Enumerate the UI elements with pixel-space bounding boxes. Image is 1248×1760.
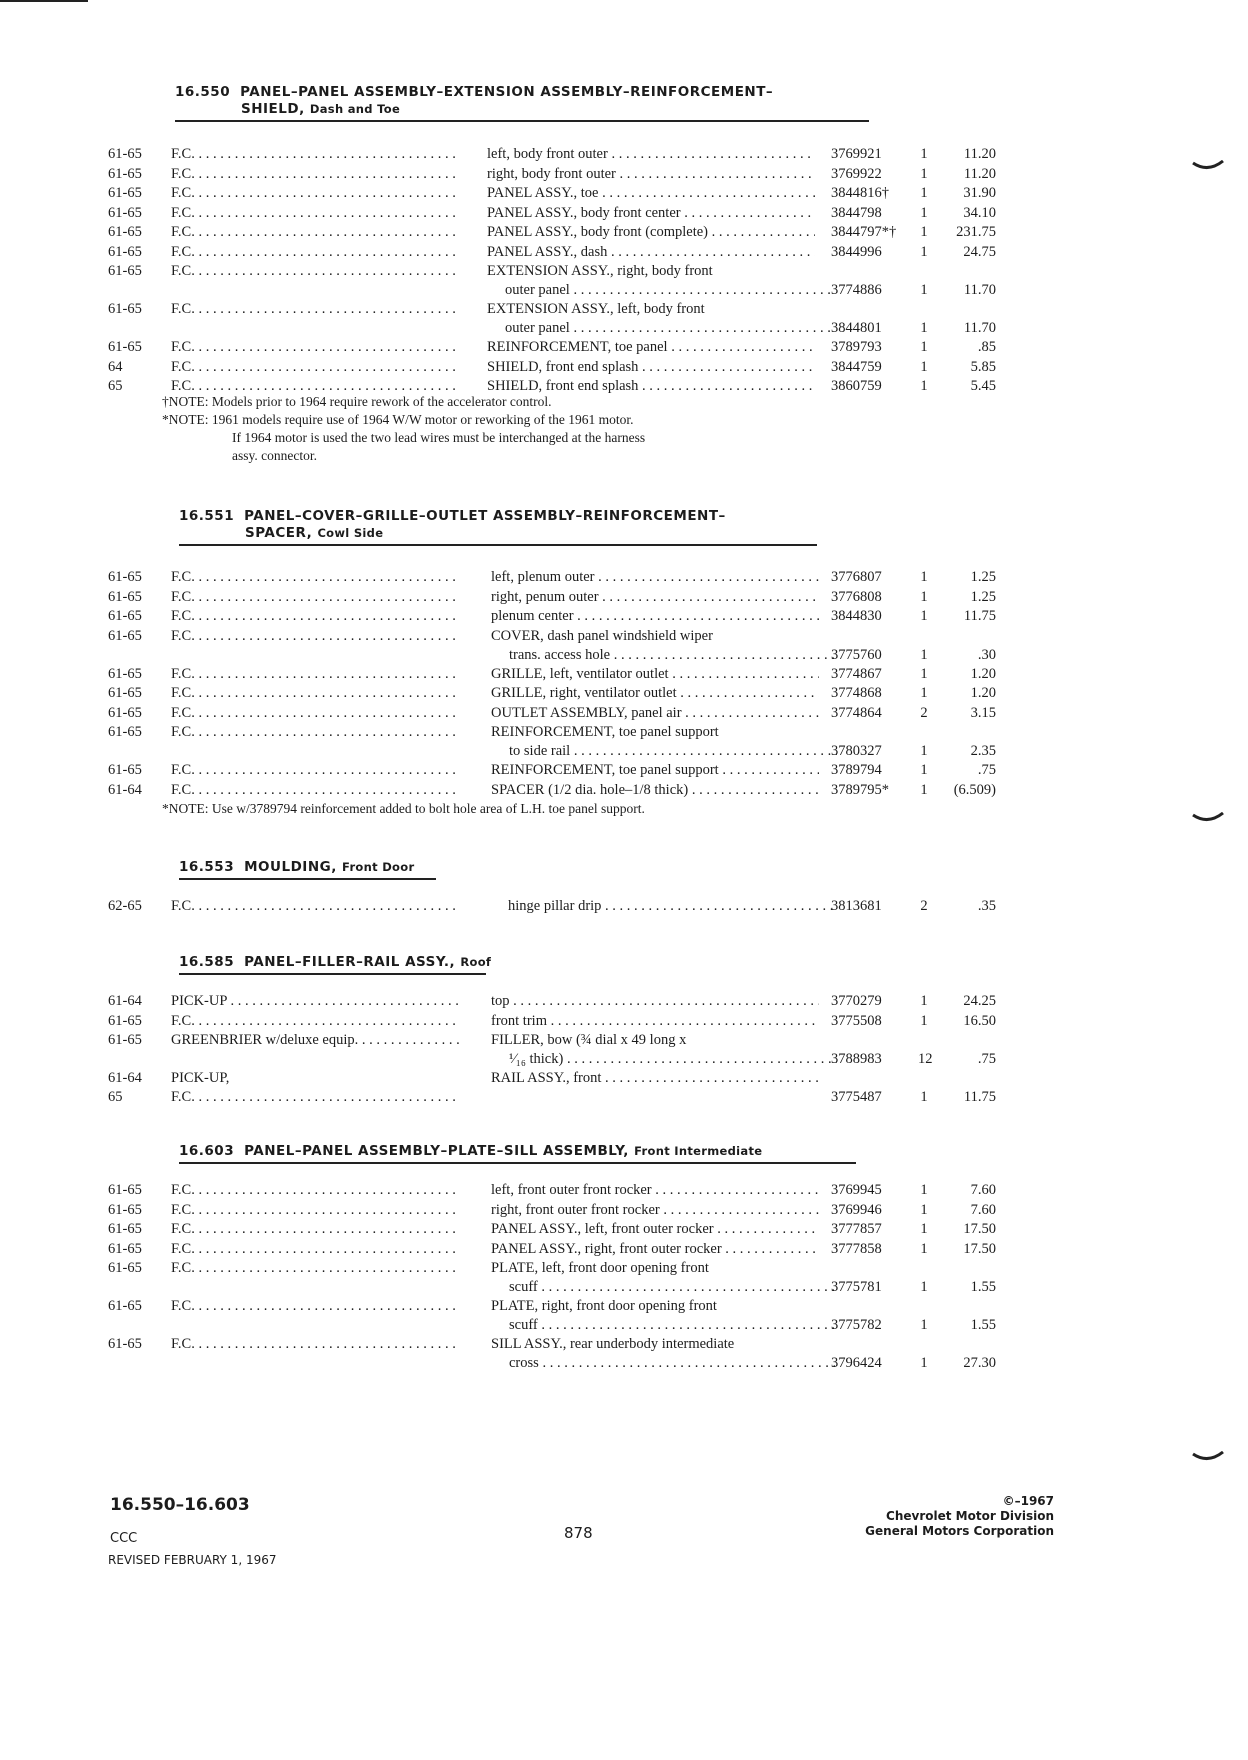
part-number: 3774868 [831,685,882,701]
model-years: 61-65 [108,1221,142,1237]
price: .30 [977,646,996,663]
section-note: assy. connector. [232,448,317,463]
price: 1.20 [970,685,996,701]
table-row [0,704,1248,724]
footer-code: CCC [110,1531,138,1546]
model-name: F.C. . . . [171,1335,459,1354]
part-description: GRILLE, right, ventilator outlet . . . [491,684,819,703]
table-row [0,1181,1248,1201]
part-number: 3776807 [831,569,882,585]
part-description: scuff . . . [509,1278,837,1297]
model-years: 61-65 [108,1298,142,1314]
parts-table [0,568,1248,800]
model-name: F.C. . . . [171,165,459,184]
section-title-line2 [175,101,869,118]
section-note: *NOTE: Use w/3789794 reinforcement added to bolt hole area of L.H. toe panel support. [162,801,645,816]
model-years: 65 [108,378,123,394]
part-description-line1: EXTENSION ASSY., left, body front [487,301,705,317]
price: 31.90 [963,185,996,201]
model-name: F.C. . . . [171,204,459,223]
part-description: right, front outer front rocker . . . [491,1201,819,1220]
table-row [0,992,1248,1012]
model-name: F.C. . . . [171,1088,459,1107]
part-description: left, body front outer . . . [487,145,815,164]
model-name: F.C. . . . [171,358,459,377]
model-name: F.C. . . . [171,1297,459,1316]
part-description: SHIELD, front end splash . . . [487,358,815,377]
footer-revised: REVISED FEBRUARY 1, 1967 [108,1553,277,1567]
section-number: 16.551 [179,508,235,524]
quantity: 1 [920,204,928,221]
section-header [179,859,436,880]
part-description: hinge pillar drip . . . [508,897,836,916]
price: 7.60 [970,1182,996,1198]
part-number: 3789794 [831,762,882,778]
part-number: 3774886 [831,282,882,298]
model-name: F.C. . . . [171,184,459,203]
part-number: 3813681 [831,898,882,914]
section-header [179,1143,856,1164]
section-subtitle: Roof [460,955,492,969]
quantity: 1 [920,1221,928,1237]
part-description: PANEL ASSY., body front (complete) . . . [487,223,815,242]
part-number: 3789795* [831,781,889,798]
model-years: 61-64 [108,781,142,798]
section-number: 16.585 [179,954,235,970]
parts-table [0,992,1248,1107]
quantity: 1 [920,665,928,682]
model-name: F.C. . . . [171,761,459,780]
part-number: 3775782 [831,1317,882,1333]
part-description: right, body front outer . . . [487,165,815,184]
model-name: F.C. . . . [171,588,459,607]
part-number: 3770279 [831,993,882,1009]
part-number: 3844801 [831,320,882,336]
section-title-continued: SHIELD, [241,101,305,117]
quantity: 1 [920,224,928,240]
model-name: F.C. . . . [171,1181,459,1200]
table-row [0,897,1248,917]
table-row [0,1031,1248,1069]
part-description-line1: PLATE, right, front door opening front [491,1298,717,1314]
model-name: F.C. . . . [171,665,459,684]
part-number: 3844759 [831,358,882,375]
part-description: left, plenum outer . . . [491,568,819,587]
model-name: F.C. . . . [171,223,459,242]
quantity: 1 [920,165,928,182]
binding-mark-2 [1192,812,1224,826]
part-description: scuff . . . [509,1316,837,1335]
section-title: PANEL–PANEL ASSEMBLY–PLATE–SILL ASSEMBLY, [244,1143,629,1159]
quantity: 1 [920,1182,928,1198]
section-title: PANEL–COVER–GRILLE–OUTLET ASSEMBLY–REINFORCEMENT– [244,508,726,524]
part-number: 3769946 [831,1201,882,1218]
parts-table [0,145,1248,397]
table-row [0,204,1248,224]
part-number: 3844797*† [831,224,897,240]
model-years: 61-65 [108,685,142,701]
quantity: 1 [920,1279,928,1295]
section-title: PANEL–PANEL ASSEMBLY–EXTENSION ASSEMBLY–REINFORCEMENT– [240,84,774,100]
model-name: F.C. . . . [171,300,459,319]
model-years: 62-65 [108,898,142,914]
model-years: 61-65 [108,339,142,355]
part-number: 3769945 [831,1182,882,1198]
table-row [0,223,1248,243]
model-years: 61-65 [108,1260,142,1276]
section-title-line2 [179,525,817,542]
section-subtitle: Front Door [342,860,415,874]
part-number: 3769922 [831,165,882,182]
table-row [0,300,1248,338]
table-row [0,627,1248,665]
price: 11.20 [963,165,996,182]
model-years: 61-65 [108,1201,142,1218]
part-description-line1: REINFORCEMENT, toe panel support [491,724,719,740]
model-name: F.C. . . . [171,1201,459,1220]
model-years: 61-65 [108,204,142,221]
price: 24.75 [963,243,996,260]
price: 5.85 [970,358,996,375]
model-name: F.C. . . . [171,607,459,626]
quantity: 1 [920,588,928,605]
model-years: 61-65 [108,185,142,201]
model-years: 61-65 [108,762,142,778]
part-number: 3789793 [831,339,882,355]
table-row [0,781,1248,801]
model-years: 61-65 [108,146,142,162]
part-description: PANEL ASSY., left, front outer rocker . . . [491,1220,819,1239]
part-description: GRILLE, left, ventilator outlet . . . [491,665,819,684]
parts-table [0,1181,1248,1373]
model-years: 61-65 [108,608,142,624]
model-years: 61-65 [108,724,142,740]
part-description: plenum center . . . [491,607,819,626]
binding-mark-1 [1192,160,1224,174]
table-row [0,1069,1248,1107]
price: .35 [977,898,996,914]
part-number: 3775487 [831,1089,882,1105]
part-description: outer panel . . . [505,281,833,300]
section-note: †NOTE: Models prior to 1964 require rework of the accelerator control. [162,394,552,409]
part-number: 3844830 [831,608,882,624]
model-years: 61-65 [108,1240,142,1257]
table-row [0,1297,1248,1335]
model-name: GREENBRIER w/deluxe equip. . . . [171,1031,459,1050]
model-years: 61-65 [108,627,142,644]
price: .75 [977,1051,996,1067]
model-years: 61-65 [108,243,142,260]
price: 1.25 [970,569,996,585]
model-years: 61-65 [108,569,142,585]
section-number: 16.553 [179,859,235,875]
part-description: to side rail . . . [509,742,837,761]
part-number: 3769921 [831,146,882,162]
model-name: F.C. . . . [171,781,459,800]
footer-corporation: General Motors Corporation [865,1524,1054,1538]
quantity: 1 [920,685,928,701]
model-years: 61-65 [108,704,142,721]
price: 11.75 [963,1089,996,1105]
quantity: 1 [920,1201,928,1218]
quantity: 2 [920,704,928,721]
price: 1.25 [970,588,996,605]
quantity: 1 [920,320,928,336]
model-years: 61-65 [108,665,142,682]
part-description-line1: SILL ASSY., rear underbody intermediate [491,1336,735,1352]
table-row [0,665,1248,685]
part-description: ¹⁄₁₆ thick) . . . [509,1050,837,1069]
model-years: 61-65 [108,224,142,240]
table-row [0,761,1248,781]
part-number: 3780327 [831,743,882,759]
quantity: 1 [920,1317,928,1333]
part-number: 3777858 [831,1240,882,1257]
part-description-line1: COVER, dash panel windshield wiper [491,627,713,644]
model-years: 61-65 [108,588,142,605]
top-corner-rule [0,0,88,2]
quantity: 1 [920,608,928,624]
model-years: 61-64 [108,1070,142,1086]
table-row [0,588,1248,608]
quantity: 1 [920,185,928,201]
price: (6.509) [953,781,996,798]
table-row [0,358,1248,378]
part-number: 3774864 [831,704,882,721]
section-subtitle: Dash and Toe [309,102,401,116]
part-number: 3844996 [831,243,882,260]
part-number: 3860759 [831,378,882,394]
model-years: 61-65 [108,165,142,182]
table-row [0,165,1248,185]
price: 7.60 [970,1201,996,1218]
part-description: cross . . . [509,1354,837,1373]
price: 27.30 [963,1355,996,1371]
quantity: 1 [920,569,928,585]
model-name: F.C. . . . [171,568,459,587]
part-description: trans. access hole . . . [509,646,837,665]
part-description: top . . . [491,992,819,1011]
quantity: 1 [920,378,928,394]
price: 24.25 [963,993,996,1009]
model-name: F.C. . . . [171,1240,459,1259]
quantity: 1 [920,146,928,162]
table-row [0,1240,1248,1260]
quantity: 1 [920,339,928,355]
model-name: F.C. . . . [171,704,459,723]
quantity: 1 [920,282,928,298]
quantity: 12 [918,1051,933,1067]
model-name: F.C. . . . [171,377,459,396]
price: 17.50 [963,1240,996,1257]
section-number: 16.550 [175,84,231,100]
footer-division: Chevrolet Motor Division [886,1509,1054,1523]
quantity: 1 [920,1012,928,1029]
quantity: 1 [920,762,928,778]
part-description: PANEL ASSY., right, front outer rocker . . . [491,1240,819,1259]
binding-mark-3 [1192,1451,1224,1465]
quantity: 1 [920,358,928,375]
model-name: F.C. . . . [171,243,459,262]
part-number: 3844816† [831,185,889,201]
model-name: F.C. . . . [171,262,459,281]
quantity: 1 [920,243,928,260]
part-description-line1: FILLER, bow (¾ dial x 49 long x [491,1032,687,1048]
section-title-continued: SPACER, [245,525,313,541]
model-name: F.C. . . . [171,145,459,164]
part-number: 3775781 [831,1279,882,1295]
part-description: PANEL ASSY., toe . . . [487,184,815,203]
footer-range: 16.550–16.603 [110,1495,250,1515]
table-row [0,338,1248,358]
price: 1.20 [970,665,996,682]
model-name: F.C. . . . [171,627,459,646]
model-years: 61-64 [108,993,142,1009]
price: .85 [977,339,996,355]
section-subtitle: Cowl Side [317,526,384,540]
quantity: 1 [920,781,928,798]
price: 1.55 [970,1317,996,1333]
part-description: right, penum outer . . . [491,588,819,607]
price: 1.55 [970,1279,996,1295]
part-description: left, front outer front rocker . . . [491,1181,819,1200]
part-description: RAIL ASSY., front . . . [491,1069,819,1088]
model-name: F.C. . . . [171,1220,459,1239]
section-note: *NOTE: 1961 models require use of 1964 W/W motor or reworking of the 1961 motor. [162,412,634,427]
model-name: F.C. . . . [171,723,459,742]
quantity: 1 [920,993,928,1009]
price: 11.70 [963,282,996,298]
model-years: 61-65 [108,301,142,317]
part-description: REINFORCEMENT, toe panel support . . . [491,761,819,780]
model-name: F.C. . . . [171,684,459,703]
part-description: SHIELD, front end splash . . . [487,377,815,396]
table-row [0,568,1248,588]
section-header [179,954,492,975]
part-description: PANEL ASSY., body front center . . . [487,204,815,223]
quantity: 2 [920,898,928,914]
table-row [0,243,1248,263]
part-description-line1: EXTENSION ASSY., right, body front [487,263,713,279]
page-number: 878 [564,1524,593,1542]
table-row [0,607,1248,627]
model-name: F.C. . . . [171,1259,459,1278]
section-header [179,508,817,546]
price: 11.70 [963,320,996,336]
model-years: 61-65 [108,1012,142,1029]
table-row [0,684,1248,704]
part-description: outer panel . . . [505,319,833,338]
table-row [0,723,1248,761]
parts-table [0,897,1248,917]
model-name: F.C. . . . [171,897,459,916]
section-header [175,84,869,122]
table-row [0,262,1248,300]
part-description-line1: PLATE, left, front door opening front [491,1260,709,1276]
part-number: 3788983 [831,1051,882,1067]
price: 11.75 [963,608,996,624]
price: 3.15 [970,704,996,721]
quantity: 1 [920,646,928,663]
part-description: OUTLET ASSEMBLY, panel air . . . [491,704,819,723]
model-years: 61-65 [108,1032,142,1048]
section-number: 16.603 [179,1143,235,1159]
price: 34.10 [963,204,996,221]
part-number: 3775760 [831,646,882,663]
model-name: F.C. . . . [171,338,459,357]
table-row [0,1259,1248,1297]
footer-copyright: ©–1967 [1002,1494,1054,1508]
part-description: PANEL ASSY., dash . . . [487,243,815,262]
part-number: 3776808 [831,588,882,605]
part-number: 3796424 [831,1355,882,1371]
table-row [0,1201,1248,1221]
section-title: PANEL–FILLER–RAIL ASSY., [244,954,456,970]
model-name: PICK-UP . . . [171,992,459,1011]
price: 17.50 [963,1221,996,1237]
quantity: 1 [920,1240,928,1257]
part-description: front trim . . . [491,1012,819,1031]
quantity: 1 [920,1089,928,1105]
section-title: MOULDING, [244,859,337,875]
price: 11.20 [963,146,996,162]
model-years: 65 [108,1089,123,1105]
section-subtitle: Front Intermediate [634,1144,763,1158]
price: 231.75 [956,224,996,240]
price: 2.35 [970,743,996,759]
model-name: PICK-UP, [171,1070,230,1086]
part-number: 3774867 [831,665,882,682]
model-years: 61-65 [108,1182,142,1198]
table-row [0,1335,1248,1373]
section-note: If 1964 motor is used the two lead wires must be interchanged at the harness [232,430,646,445]
table-row [0,145,1248,165]
quantity: 1 [920,743,928,759]
model-years: 61-65 [108,263,142,279]
table-row [0,184,1248,204]
part-description: REINFORCEMENT, toe panel . . . [487,338,815,357]
part-description: SPACER (1/2 dia. hole–1/8 thick) . . . [491,781,819,800]
part-number: 3844798 [831,204,882,221]
price: 16.50 [963,1012,996,1029]
price: .75 [977,762,996,778]
part-number: 3775508 [831,1012,882,1029]
quantity: 1 [920,1355,928,1371]
model-years: 61-65 [108,1336,142,1352]
model-years: 64 [108,358,123,375]
model-name: F.C. . . . [171,1012,459,1031]
table-row [0,1012,1248,1032]
part-number: 3777857 [831,1221,882,1237]
table-row [0,1220,1248,1240]
price: 5.45 [970,378,996,394]
